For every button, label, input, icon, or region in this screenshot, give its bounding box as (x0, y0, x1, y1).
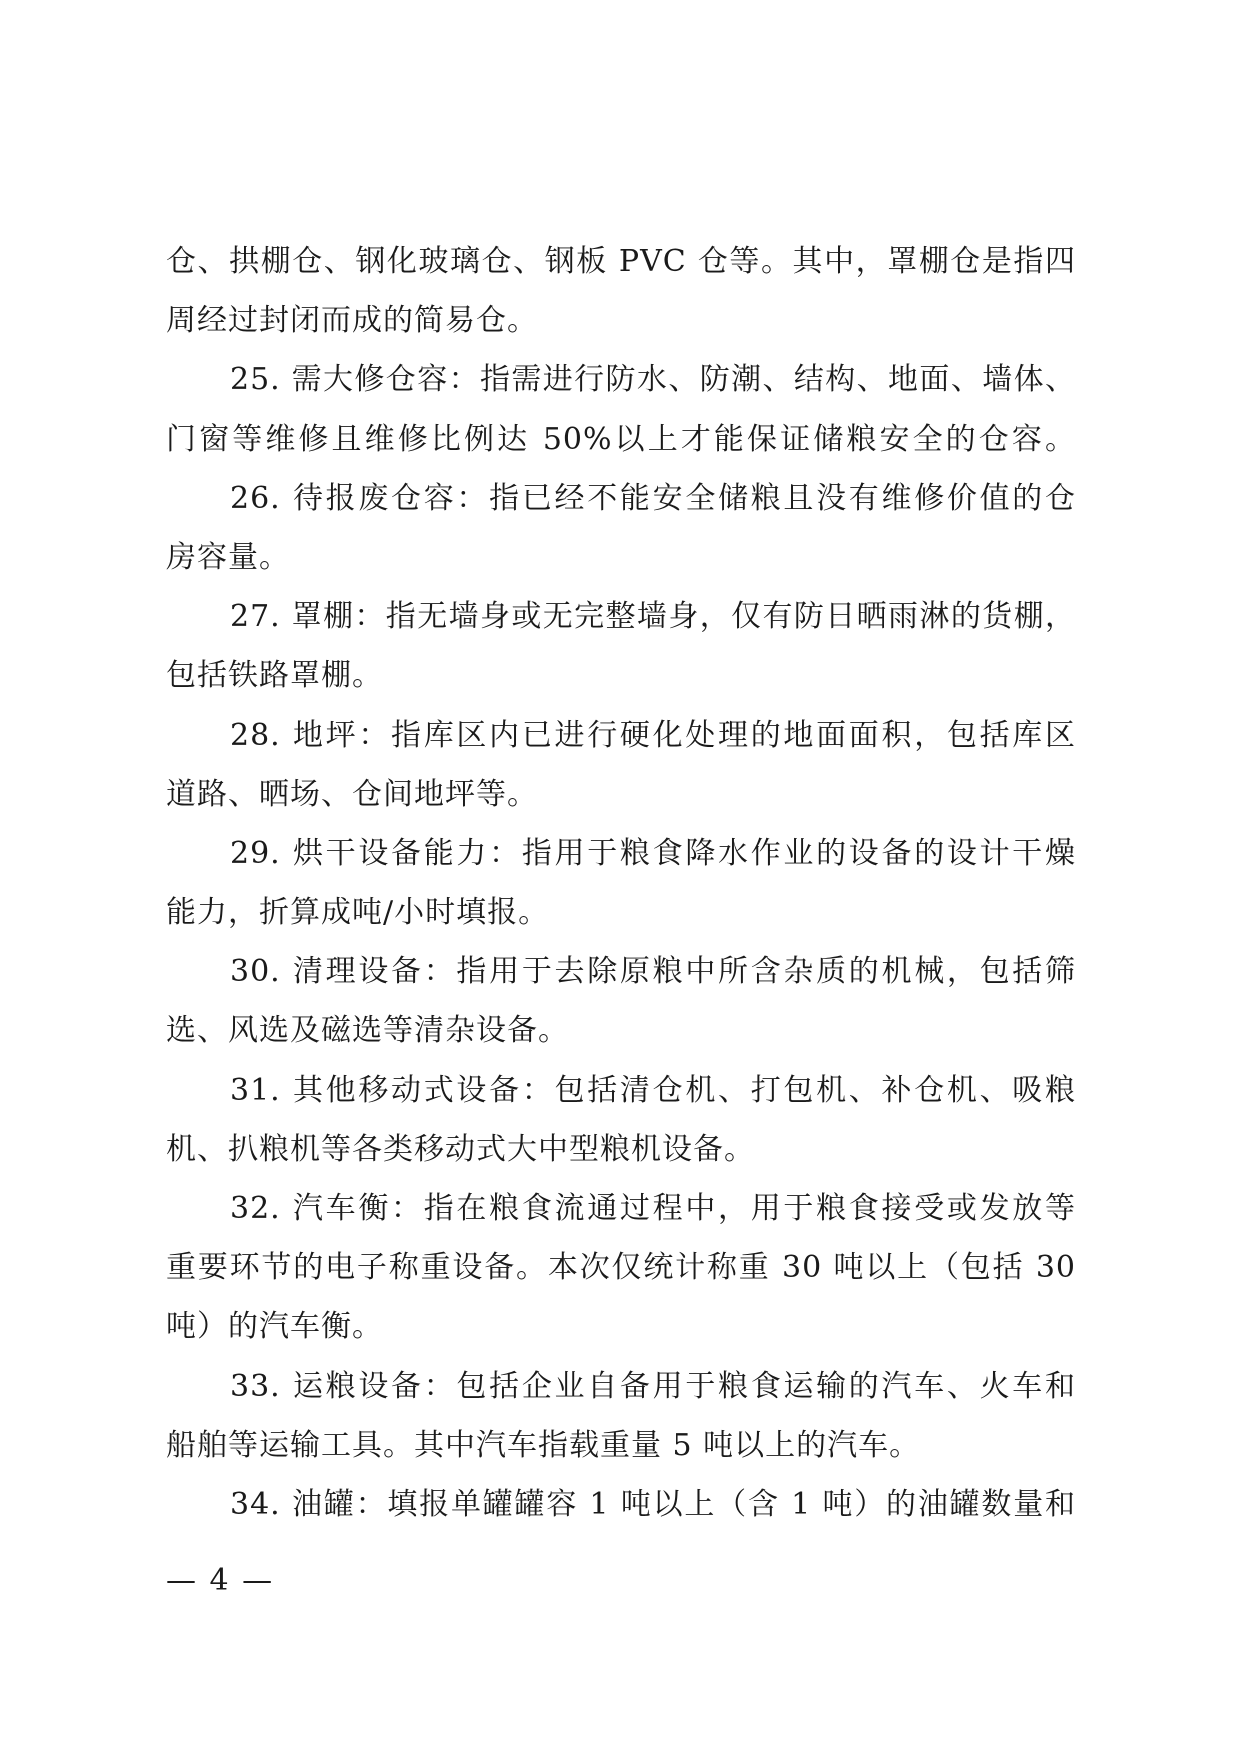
text-line: 31. 其他移动式设备：包括清仓机、打包机、补仓机、吸粮 (230, 1072, 1076, 1108)
text-line: 船舶等运输工具。其中汽车指载重量 5 吨以上的汽车。 (166, 1427, 921, 1463)
text-line: 25. 需大修仓容：指需进行防水、防潮、结构、地面、墙体、 (230, 362, 1076, 398)
text-line: 道路、晒场、仓间地坪等。 (166, 776, 538, 812)
text-line: 28. 地坪：指库区内已进行硬化处理的地面面积，包括库区 (230, 717, 1076, 753)
text-line: 32. 汽车衡：指在粮食流通过程中，用于粮食接受或发放等 (230, 1191, 1076, 1226)
text-line: 吨）的汽车衡。 (166, 1309, 383, 1345)
text-line: 29. 烘干设备能力：指用于粮食降水作业的设备的设计干燥 (230, 835, 1076, 871)
text-line: 房容量。 (166, 539, 290, 575)
text-line: 30. 清理设备：指用于去除原粮中所含杂质的机械，包括筛 (230, 954, 1076, 990)
text-line: 仓、拱棚仓、钢化玻璃仓、钢板 PVC 仓等。其中，罩棚仓是指四 (166, 244, 1076, 279)
body-text (166, 232, 1076, 1534)
text-line: 能力，折算成吨/小时填报。 (166, 895, 550, 931)
page-number: — 4 — (166, 1563, 275, 1598)
text-line: 27. 罩棚：指无墙身或无完整墙身，仅有防日晒雨淋的货棚， (230, 599, 1076, 635)
text-line: 周经过封闭而成的简易仓。 (166, 303, 538, 339)
text-line: 机、扒粮机等各类移动式大中型粮机设备。 (166, 1131, 755, 1167)
text-line: 26. 待报废仓容：指已经不能安全储粮且没有维修价值的仓 (230, 480, 1076, 516)
text-line: 34. 油罐：填报单罐罐容 1 吨以上（含 1 吨）的油罐数量和 (230, 1486, 1076, 1522)
text-line: 包括铁路罩棚。 (166, 658, 383, 694)
text-line: 门窗等维修且维修比例达 50%以上才能保证储粮安全的仓容。 (166, 421, 1076, 457)
text-line: 33. 运粮设备：包括企业自备用于粮食运输的汽车、火车和 (230, 1368, 1076, 1404)
text-line: 选、风选及磁选等清杂设备。 (166, 1013, 569, 1049)
text-line: 重要环节的电子称重设备。本次仅统计称重 30 吨以上（包括 30 (166, 1250, 1076, 1286)
